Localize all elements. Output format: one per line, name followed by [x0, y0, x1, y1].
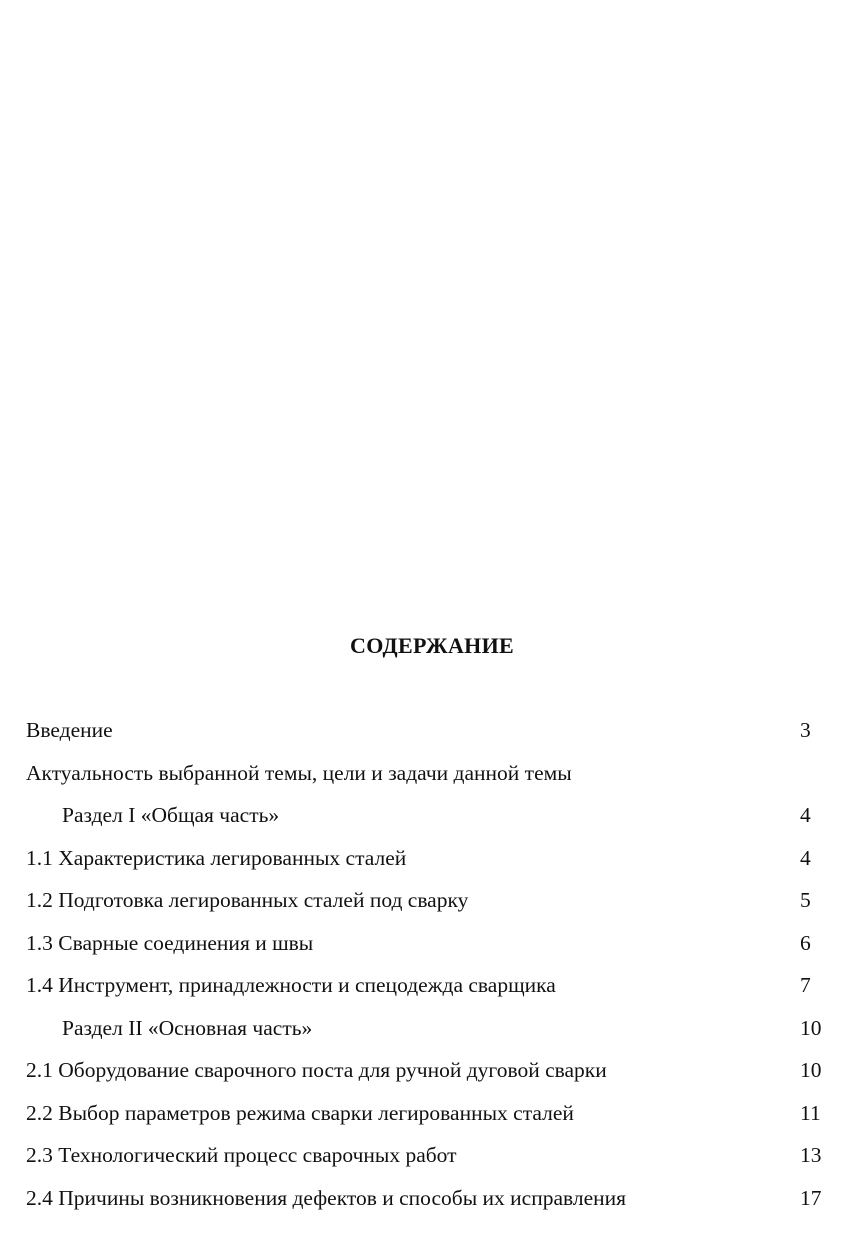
toc-entry-2-1	[26, 1052, 822, 1095]
toc-entry-1-4	[26, 967, 816, 1010]
toc-entry-2-2	[26, 1095, 821, 1138]
toc-entry-text: Раздел II «Основная часть»	[62, 1015, 313, 1040]
toc-entry-text: 2.3 Технологический процесс сварочных работ	[26, 1143, 457, 1167]
toc-entry-text: Введение	[26, 718, 113, 742]
toc-list	[26, 712, 822, 1222]
toc-entry-page: 10	[800, 1058, 822, 1082]
toc-entry-page: 17	[800, 1185, 822, 1210]
toc-entry-page: 11	[800, 1100, 821, 1125]
toc-entry-relevance	[26, 755, 816, 798]
toc-entry-section-2	[26, 1010, 822, 1053]
toc-entry-2-3	[26, 1137, 822, 1180]
toc-entry-page: 4	[800, 845, 811, 870]
toc-entry-text: 1.1 Характеристика легированных сталей	[26, 845, 407, 870]
toc-entry-introduction	[26, 712, 816, 755]
toc-entry-1-1	[26, 840, 816, 883]
toc-entry-2-4	[26, 1180, 822, 1223]
toc-entry-text: Раздел I «Общая часть»	[62, 803, 280, 827]
toc-entry-page: 4	[800, 803, 811, 827]
toc-entry-page: 7	[800, 973, 811, 997]
toc-entry-text: 1.4 Инструмент, принадлежности и спецодежда сварщика	[26, 973, 556, 997]
toc-entry-text: 2.4 Причины возникновения дефектов и способы их исправления	[26, 1185, 627, 1210]
toc-entry-page: 5	[800, 888, 811, 912]
toc-entry-text: 1.2 Подготовка легированных сталей под сварку	[26, 888, 469, 912]
toc-entry-1-3	[26, 925, 816, 968]
toc-entry-text: 2.2 Выбор параметров режима сварки легированных сталей	[26, 1100, 574, 1125]
toc-entry-section-1	[26, 797, 816, 840]
toc-entry-text: 1.3 Сварные соединения и швы	[26, 930, 314, 955]
toc-entry-page: 3	[800, 718, 811, 742]
toc-entry-1-2	[26, 882, 816, 925]
toc-title: СОДЕРЖАНИЕ	[350, 633, 514, 658]
toc-entry-page: 10	[800, 1015, 822, 1040]
toc-entry-text: Актуальность выбранной темы, цели и задачи данной темы	[26, 760, 572, 785]
toc-entry-page: 6	[800, 930, 811, 955]
toc-entry-page: 13	[800, 1143, 822, 1167]
toc-entry-text: 2.1 Оборудование сварочного поста для ручной дуговой сварки	[26, 1058, 607, 1082]
